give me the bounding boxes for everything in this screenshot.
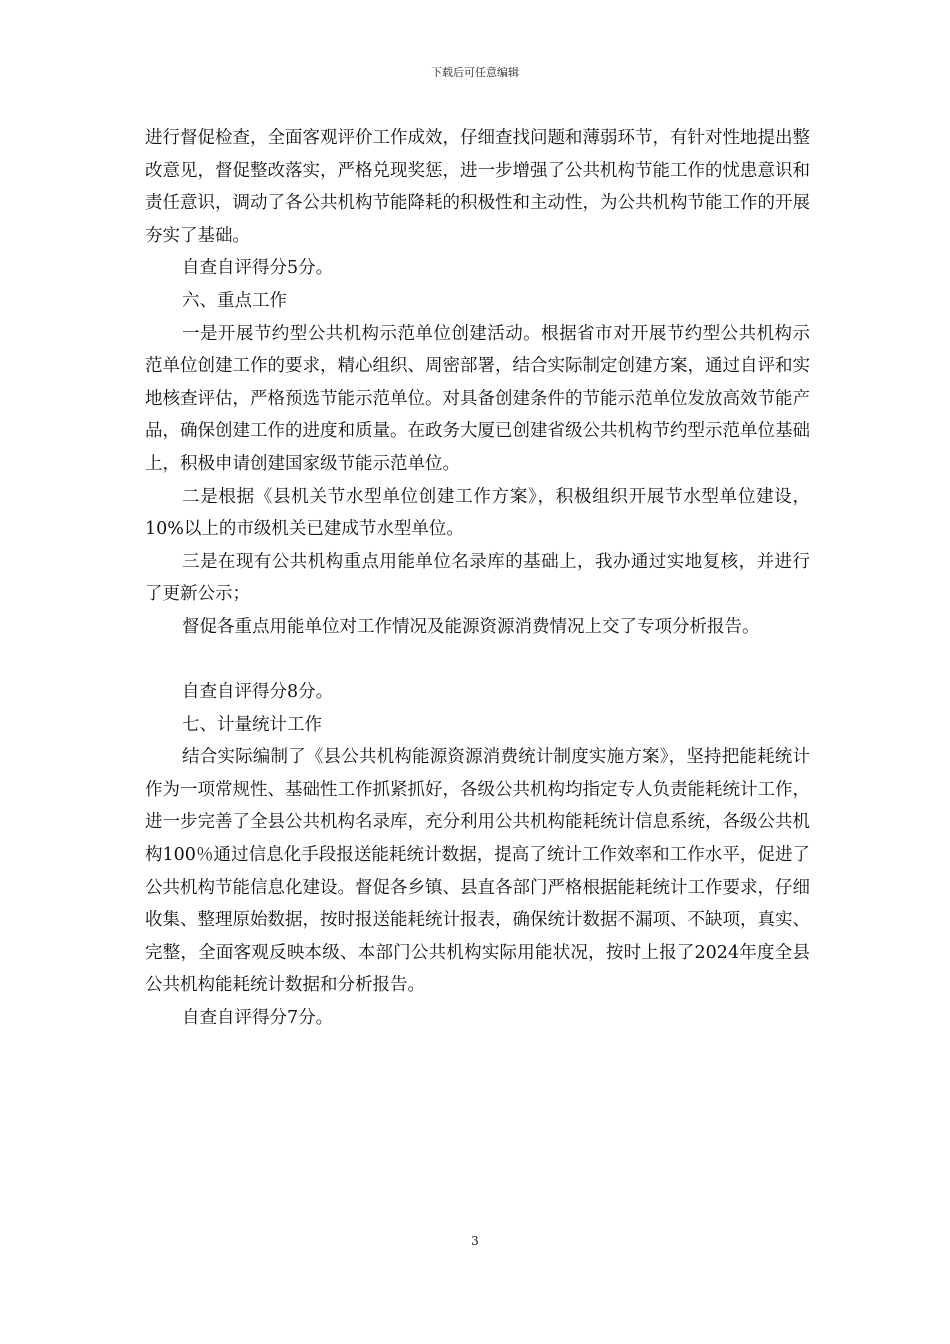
document-body — [145, 122, 810, 1035]
paragraph-item-3: 三是在现有公共机构重点用能单位名录库的基础上，我办通过实地复核，并进行了更新公示； — [145, 551, 810, 605]
page-number: 3 — [471, 1234, 479, 1248]
self-score-8: 自查自评得分8分。 — [182, 682, 334, 703]
paragraph-item-2: 二是根据《县机关节水型单位创建工作方案》，积极组织开展节水型单位建设，10%以上的市级机关已建成节水型单位。 — [145, 486, 810, 540]
self-score-7: 自查自评得分7分。 — [182, 1008, 334, 1029]
section-heading-6: 六、重点工作 — [182, 290, 287, 311]
paragraph-item-1: 一是开展节约型公共机构示范单位创建活动。根据省市对开展节约型公共机构示范单位创建工作的要求，精心组织、周密部署，结合实际制定创建方案，通过自评和实地核查评估，严格预选节能示范单位。对具备创建条件的节能示范单位发放高效节能产品，确保创建工作的进度和质量。在政务大厦已创建省级公共机构节约型示范单位基础上，积极申请创建国家级节能示范单位。 — [145, 323, 810, 474]
section-heading-7: 七、计量统计工作 — [182, 714, 322, 735]
paragraph-statistics: 结合实际编制了《县公共机构能源资源消费统计制度实施方案》，坚持把能耗统计作为一项常规性、基础性工作抓紧抓好，各级公共机构均指定专人负责能耗统计工作，进一步完善了全县公共机构名录库，充分利用公共机构能耗统计信息系统，各级公共机构100％通过信息化手段报送能耗统计数据，提高了统计工作效率和工作水平，促进了公共机构节能信息化建设。督促各乡镇、县直各部门严格根据能耗统计工作要求，仔细收集、整理原始数据，按时报送能耗统计报表，确保统计数据不漏项、不缺项，真实、完整，全面客观反映本级、本部门公共机构实际用能状况，按时上报了2024年度全县公共机构能耗统计数据和分析报告。 — [145, 747, 810, 996]
paragraph-continuation: 进行督促检查，全面客观评价工作成效，仔细查找问题和薄弱环节，有针对性地提出整改意见，督促整改落实，严格兑现奖惩，进一步增强了公共机构节能工作的忧患意识和责任意识，调动了各公共机构节能降耗的积极性和主动性，为公共机构节能工作的开展夯实了基础。 — [145, 128, 810, 246]
paragraph-item-4: 督促各重点用能单位对工作情况及能源资源消费情况上交了专项分析报告。 — [182, 616, 760, 637]
self-score-5: 自查自评得分5分。 — [182, 258, 334, 279]
page-header: 下载后可任意编辑 — [431, 66, 519, 79]
